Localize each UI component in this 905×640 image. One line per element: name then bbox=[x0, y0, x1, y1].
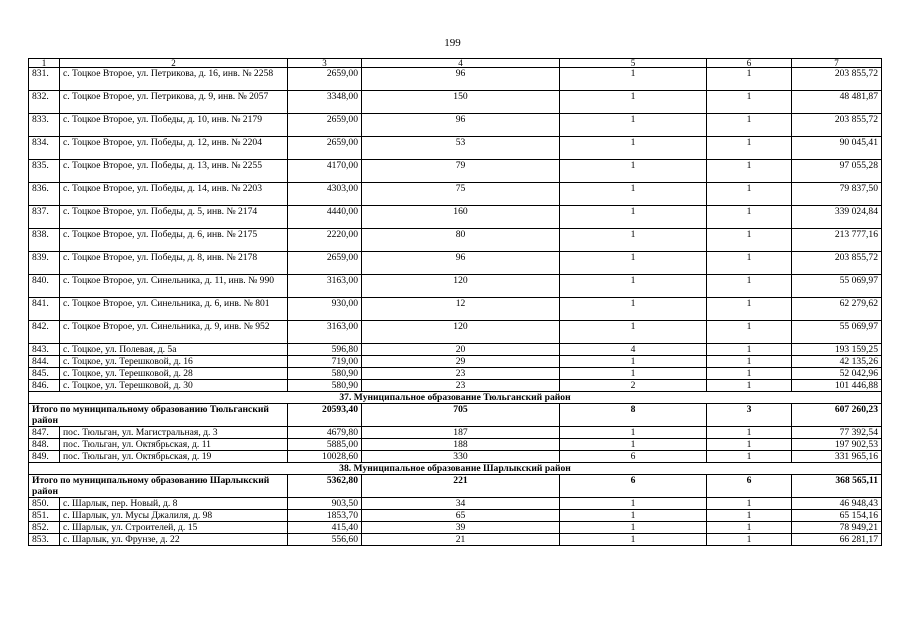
row-col6: 1 bbox=[707, 368, 792, 380]
row-amount: 62 279,62 bbox=[792, 298, 882, 321]
row-col4: 23 bbox=[362, 368, 560, 380]
table-row bbox=[29, 252, 882, 275]
row-area: 2659,00 bbox=[288, 114, 362, 137]
table-row bbox=[29, 356, 882, 368]
row-col4: 20 bbox=[362, 344, 560, 356]
table-row bbox=[29, 451, 882, 463]
row-number: 848. bbox=[29, 439, 60, 451]
total-col4: 705 bbox=[362, 404, 560, 427]
row-address: с. Шарлык, ул. Фрунзе, д. 22 bbox=[60, 534, 288, 546]
column-header: 5 bbox=[560, 59, 707, 68]
row-number: 835. bbox=[29, 160, 60, 183]
row-col6: 1 bbox=[707, 510, 792, 522]
row-area: 903,50 bbox=[288, 498, 362, 510]
row-area: 5885,00 bbox=[288, 439, 362, 451]
table-row bbox=[29, 439, 882, 451]
row-col4: 75 bbox=[362, 183, 560, 206]
row-area: 2659,00 bbox=[288, 68, 362, 91]
column-header: 3 bbox=[288, 59, 362, 68]
row-col5: 1 bbox=[560, 534, 707, 546]
row-col4: 330 bbox=[362, 451, 560, 463]
row-area: 3163,00 bbox=[288, 321, 362, 344]
row-col5: 1 bbox=[560, 368, 707, 380]
row-address: с. Тоцкое, ул. Терешковой, д. 16 bbox=[60, 356, 288, 368]
table-row bbox=[29, 321, 882, 344]
table-row bbox=[29, 275, 882, 298]
row-amount: 203 855,72 bbox=[792, 68, 882, 91]
column-header-row bbox=[29, 59, 882, 68]
row-number: 833. bbox=[29, 114, 60, 137]
total-col6: 6 bbox=[707, 475, 792, 498]
row-col4: 65 bbox=[362, 510, 560, 522]
row-amount: 55 069,97 bbox=[792, 321, 882, 344]
row-amount: 331 965,16 bbox=[792, 451, 882, 463]
row-address: с. Тоцкое Второе, ул. Синельника, д. 9, инв. № 952 bbox=[60, 321, 288, 344]
row-address: с. Тоцкое Второе, ул. Синельника, д. 6, инв. № 801 bbox=[60, 298, 288, 321]
row-col5: 1 bbox=[560, 510, 707, 522]
row-number: 840. bbox=[29, 275, 60, 298]
total-col6: 3 bbox=[707, 404, 792, 427]
row-col4: 39 bbox=[362, 522, 560, 534]
section-title: 37. Муниципальное образование Тюльганский район bbox=[29, 392, 882, 404]
row-number: 842. bbox=[29, 321, 60, 344]
row-amount: 65 154,16 bbox=[792, 510, 882, 522]
row-col4: 120 bbox=[362, 321, 560, 344]
section-title: 38. Муниципальное образование Шарлыкский район bbox=[29, 463, 882, 475]
row-col6: 1 bbox=[707, 522, 792, 534]
row-area: 556,60 bbox=[288, 534, 362, 546]
row-col6: 1 bbox=[707, 380, 792, 392]
row-col6: 1 bbox=[707, 298, 792, 321]
table-row bbox=[29, 534, 882, 546]
row-number: 837. bbox=[29, 206, 60, 229]
table-row bbox=[29, 498, 882, 510]
row-col5: 1 bbox=[560, 439, 707, 451]
row-col4: 150 bbox=[362, 91, 560, 114]
row-col4: 12 bbox=[362, 298, 560, 321]
total-amount: 607 260,23 bbox=[792, 404, 882, 427]
total-label: Итого по муниципальному образованию Тюльганский район bbox=[29, 404, 288, 427]
row-number: 853. bbox=[29, 534, 60, 546]
row-address: с. Тоцкое Второе, ул. Победы, д. 14, инв. № 2203 bbox=[60, 183, 288, 206]
row-area: 2220,00 bbox=[288, 229, 362, 252]
row-address: с. Тоцкое Второе, ул. Победы, д. 6, инв. № 2175 bbox=[60, 229, 288, 252]
row-col6: 1 bbox=[707, 114, 792, 137]
table-row bbox=[29, 380, 882, 392]
row-amount: 55 069,97 bbox=[792, 275, 882, 298]
row-col6: 1 bbox=[707, 252, 792, 275]
table-row bbox=[29, 298, 882, 321]
row-area: 4679,80 bbox=[288, 427, 362, 439]
table-row bbox=[29, 183, 882, 206]
row-col5: 4 bbox=[560, 344, 707, 356]
row-col5: 1 bbox=[560, 356, 707, 368]
row-area: 3163,00 bbox=[288, 275, 362, 298]
row-number: 847. bbox=[29, 427, 60, 439]
row-col4: 96 bbox=[362, 114, 560, 137]
row-amount: 78 949,21 bbox=[792, 522, 882, 534]
row-address: пос. Тюльган, ул. Октябрьская, д. 11 bbox=[60, 439, 288, 451]
row-number: 831. bbox=[29, 68, 60, 91]
table-row bbox=[29, 522, 882, 534]
row-number: 852. bbox=[29, 522, 60, 534]
row-col4: 34 bbox=[362, 498, 560, 510]
row-col5: 1 bbox=[560, 522, 707, 534]
row-number: 843. bbox=[29, 344, 60, 356]
row-col5: 1 bbox=[560, 498, 707, 510]
row-address: с. Шарлык, ул. Мусы Джалиля, д. 98 bbox=[60, 510, 288, 522]
row-col5: 1 bbox=[560, 137, 707, 160]
total-amount: 368 565,11 bbox=[792, 475, 882, 498]
column-header: 6 bbox=[707, 59, 792, 68]
row-area: 719,00 bbox=[288, 356, 362, 368]
total-col4: 221 bbox=[362, 475, 560, 498]
row-area: 4170,00 bbox=[288, 160, 362, 183]
row-col6: 1 bbox=[707, 344, 792, 356]
row-col4: 160 bbox=[362, 206, 560, 229]
row-col4: 188 bbox=[362, 439, 560, 451]
table-row bbox=[29, 114, 882, 137]
page-number: 199 bbox=[444, 37, 461, 49]
table-row bbox=[29, 344, 882, 356]
row-col6: 1 bbox=[707, 206, 792, 229]
row-number: 839. bbox=[29, 252, 60, 275]
row-number: 844. bbox=[29, 356, 60, 368]
row-area: 1853,70 bbox=[288, 510, 362, 522]
row-col5: 1 bbox=[560, 229, 707, 252]
row-col5: 1 bbox=[560, 183, 707, 206]
row-col5: 1 bbox=[560, 91, 707, 114]
row-address: с. Тоцкое Второе, ул. Победы, д. 12, инв. № 2204 bbox=[60, 137, 288, 160]
row-address: с. Шарлык, пер. Новый, д. 8 bbox=[60, 498, 288, 510]
table-row bbox=[29, 160, 882, 183]
row-address: с. Шарлык, ул. Строителей, д. 15 bbox=[60, 522, 288, 534]
row-col5: 1 bbox=[560, 275, 707, 298]
row-col4: 21 bbox=[362, 534, 560, 546]
row-area: 415,40 bbox=[288, 522, 362, 534]
total-area: 20593,40 bbox=[288, 404, 362, 427]
row-amount: 77 392,54 bbox=[792, 427, 882, 439]
row-col6: 1 bbox=[707, 439, 792, 451]
row-address: с. Тоцкое Второе, ул. Победы, д. 8, инв. № 2178 bbox=[60, 252, 288, 275]
table-row bbox=[29, 137, 882, 160]
row-amount: 197 902,53 bbox=[792, 439, 882, 451]
row-area: 4303,00 bbox=[288, 183, 362, 206]
section-heading-row bbox=[29, 392, 882, 404]
row-col5: 1 bbox=[560, 68, 707, 91]
row-amount: 203 855,72 bbox=[792, 114, 882, 137]
row-number: 836. bbox=[29, 183, 60, 206]
row-col5: 1 bbox=[560, 321, 707, 344]
row-number: 841. bbox=[29, 298, 60, 321]
table-row bbox=[29, 427, 882, 439]
row-col4: 23 bbox=[362, 380, 560, 392]
row-col6: 1 bbox=[707, 160, 792, 183]
row-number: 838. bbox=[29, 229, 60, 252]
row-col6: 1 bbox=[707, 321, 792, 344]
row-number: 850. bbox=[29, 498, 60, 510]
row-amount: 79 837,50 bbox=[792, 183, 882, 206]
table-row bbox=[29, 91, 882, 114]
column-header: 7 bbox=[792, 59, 882, 68]
row-address: с. Тоцкое, ул. Терешковой, д. 28 bbox=[60, 368, 288, 380]
row-area: 3348,00 bbox=[288, 91, 362, 114]
row-address: с. Тоцкое Второе, ул. Победы, д. 10, инв. № 2179 bbox=[60, 114, 288, 137]
row-amount: 193 159,25 bbox=[792, 344, 882, 356]
row-col6: 1 bbox=[707, 68, 792, 91]
row-col6: 1 bbox=[707, 183, 792, 206]
row-area: 2659,00 bbox=[288, 252, 362, 275]
row-col4: 80 bbox=[362, 229, 560, 252]
row-area: 596,80 bbox=[288, 344, 362, 356]
total-row bbox=[29, 475, 882, 498]
row-col4: 96 bbox=[362, 252, 560, 275]
row-col6: 1 bbox=[707, 91, 792, 114]
row-area: 10028,60 bbox=[288, 451, 362, 463]
total-col5: 8 bbox=[560, 404, 707, 427]
table-row bbox=[29, 229, 882, 252]
total-area: 5362,80 bbox=[288, 475, 362, 498]
row-col4: 53 bbox=[362, 137, 560, 160]
row-amount: 101 446,88 bbox=[792, 380, 882, 392]
row-amount: 46 948,43 bbox=[792, 498, 882, 510]
row-address: с. Тоцкое Второе, ул. Синельника, д. 11, инв. № 990 bbox=[60, 275, 288, 298]
row-col6: 1 bbox=[707, 451, 792, 463]
row-col5: 1 bbox=[560, 114, 707, 137]
row-address: с. Тоцкое Второе, ул. Петрикова, д. 16, инв. № 2258 bbox=[60, 68, 288, 91]
table-row bbox=[29, 68, 882, 91]
column-header: 1 bbox=[29, 59, 60, 68]
row-col5: 6 bbox=[560, 451, 707, 463]
registry-table bbox=[28, 58, 882, 546]
column-header: 2 bbox=[60, 59, 288, 68]
row-amount: 42 135,26 bbox=[792, 356, 882, 368]
row-number: 845. bbox=[29, 368, 60, 380]
row-address: с. Тоцкое Второе, ул. Победы, д. 5, инв. № 2174 bbox=[60, 206, 288, 229]
row-area: 4440,00 bbox=[288, 206, 362, 229]
row-address: с. Тоцкое, ул. Терешковой, д. 30 bbox=[60, 380, 288, 392]
row-area: 930,00 bbox=[288, 298, 362, 321]
row-col6: 1 bbox=[707, 427, 792, 439]
row-col5: 1 bbox=[560, 427, 707, 439]
table-row bbox=[29, 206, 882, 229]
row-col5: 1 bbox=[560, 206, 707, 229]
section-heading-row bbox=[29, 463, 882, 475]
row-amount: 339 024,84 bbox=[792, 206, 882, 229]
row-area: 2659,00 bbox=[288, 137, 362, 160]
row-amount: 203 855,72 bbox=[792, 252, 882, 275]
row-area: 580,90 bbox=[288, 380, 362, 392]
row-col5: 2 bbox=[560, 380, 707, 392]
row-number: 846. bbox=[29, 380, 60, 392]
row-col6: 1 bbox=[707, 137, 792, 160]
row-amount: 48 481,87 bbox=[792, 91, 882, 114]
row-col6: 1 bbox=[707, 534, 792, 546]
row-col4: 187 bbox=[362, 427, 560, 439]
row-col4: 96 bbox=[362, 68, 560, 91]
row-col4: 79 bbox=[362, 160, 560, 183]
row-col5: 1 bbox=[560, 252, 707, 275]
total-row bbox=[29, 404, 882, 427]
row-address: пос. Тюльган, ул. Магистральная, д. 3 bbox=[60, 427, 288, 439]
row-amount: 213 777,16 bbox=[792, 229, 882, 252]
table-row bbox=[29, 368, 882, 380]
row-number: 851. bbox=[29, 510, 60, 522]
row-col5: 1 bbox=[560, 160, 707, 183]
row-address: пос. Тюльган, ул. Октябрьская, д. 19 bbox=[60, 451, 288, 463]
row-number: 834. bbox=[29, 137, 60, 160]
row-col6: 1 bbox=[707, 498, 792, 510]
total-col5: 6 bbox=[560, 475, 707, 498]
row-address: с. Тоцкое, ул. Полевая, д. 5а bbox=[60, 344, 288, 356]
row-col4: 120 bbox=[362, 275, 560, 298]
total-label: Итого по муниципальному образованию Шарлыкский район bbox=[29, 475, 288, 498]
row-amount: 97 055,28 bbox=[792, 160, 882, 183]
row-col4: 29 bbox=[362, 356, 560, 368]
row-area: 580,90 bbox=[288, 368, 362, 380]
row-number: 832. bbox=[29, 91, 60, 114]
row-address: с. Тоцкое Второе, ул. Победы, д. 13, инв. № 2255 bbox=[60, 160, 288, 183]
row-amount: 90 045,41 bbox=[792, 137, 882, 160]
column-header: 4 bbox=[362, 59, 560, 68]
row-col6: 1 bbox=[707, 275, 792, 298]
row-address: с. Тоцкое Второе, ул. Петрикова, д. 9, инв. № 2057 bbox=[60, 91, 288, 114]
row-col6: 1 bbox=[707, 229, 792, 252]
table-row bbox=[29, 510, 882, 522]
row-amount: 66 281,17 bbox=[792, 534, 882, 546]
row-amount: 52 042,96 bbox=[792, 368, 882, 380]
row-col5: 1 bbox=[560, 298, 707, 321]
row-col6: 1 bbox=[707, 356, 792, 368]
row-number: 849. bbox=[29, 451, 60, 463]
